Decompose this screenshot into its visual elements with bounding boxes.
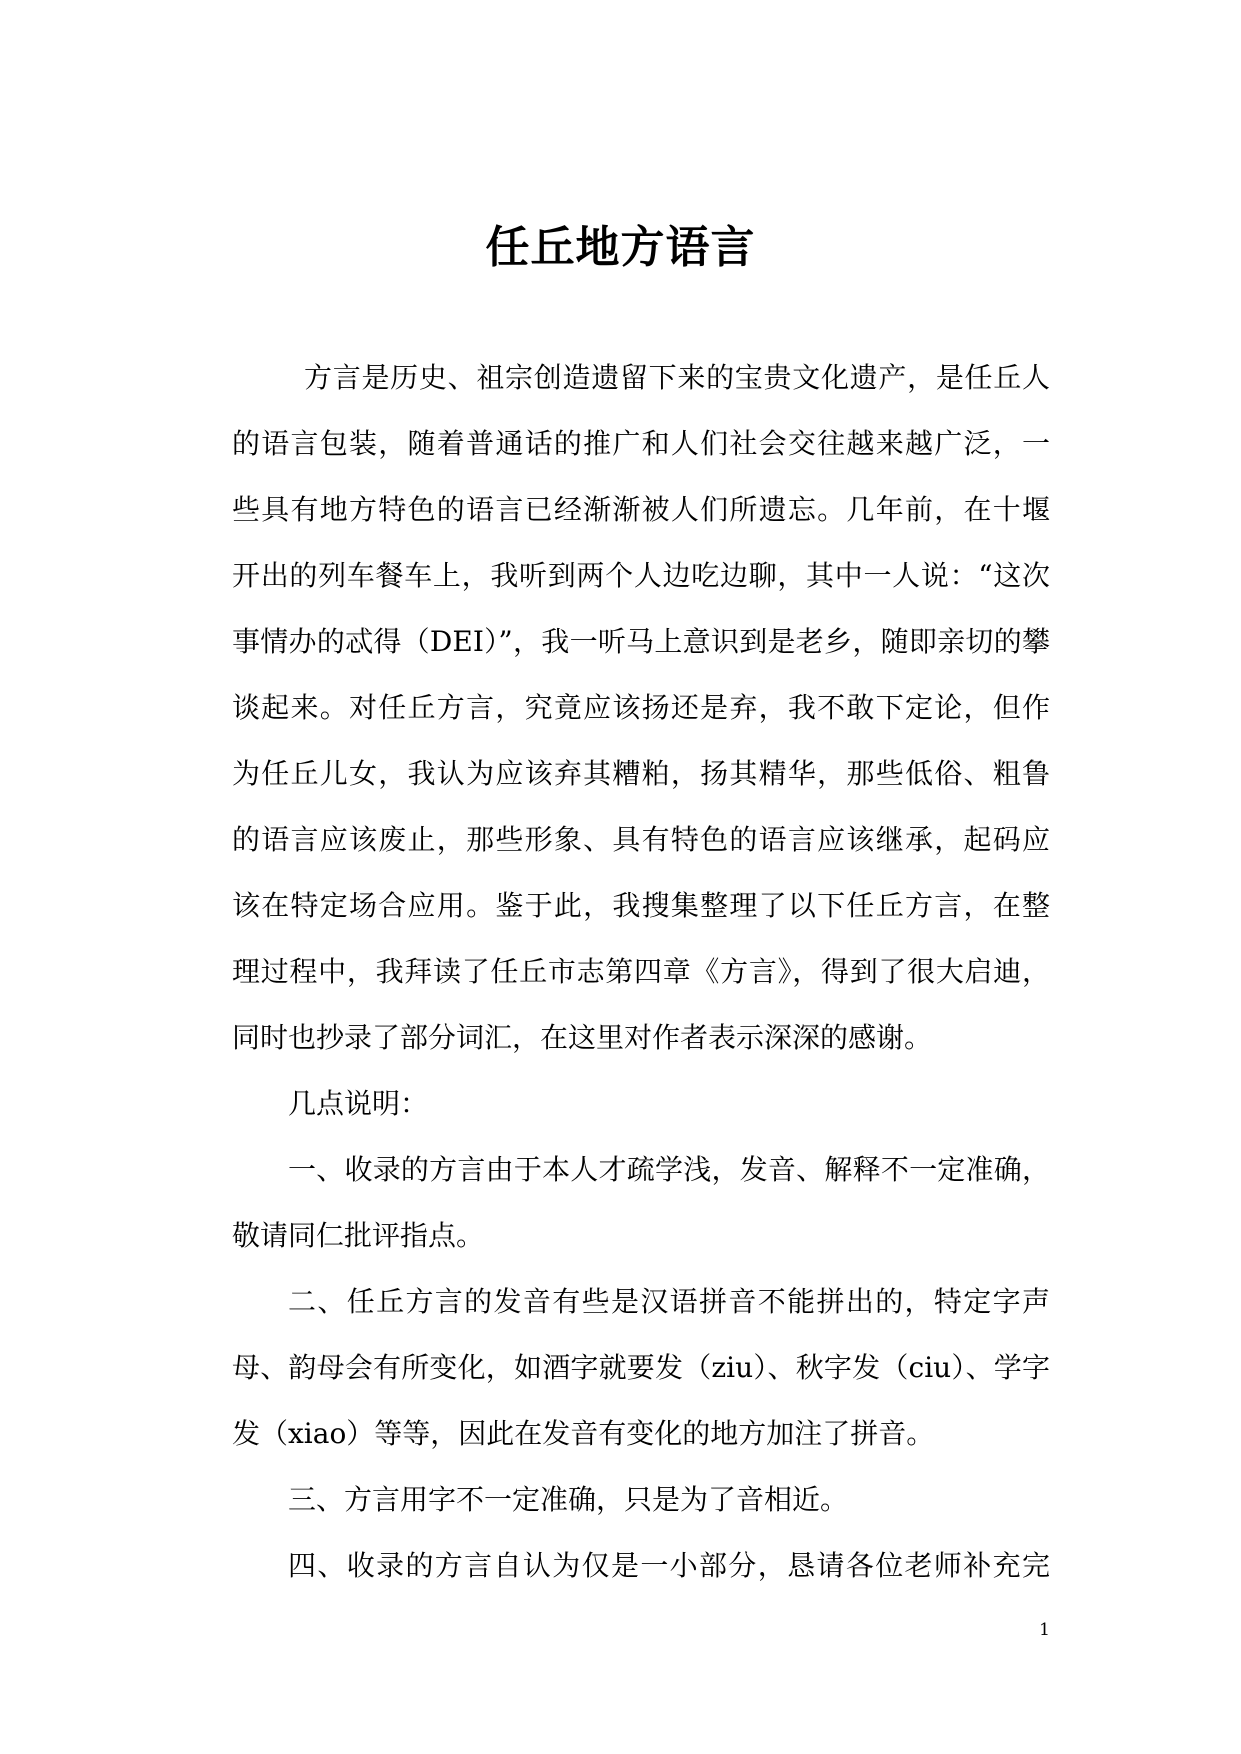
note-2-line-1: 二、任丘方言的发音有些是汉语拼音不能拼出的，特定字声 — [288, 1285, 1050, 1318]
note-4-line-1: 四、收录的方言自认为仅是一小部分，恳请各位老师补充完 — [288, 1549, 1050, 1582]
note-1-line-2: 敬请同仁批评指点。 — [232, 1219, 485, 1252]
body-line-10: 理过程中，我拜读了任丘市志第四章《方言》，得到了很大启迪， — [232, 955, 1050, 988]
body-line-2: 的语言包装，随着普通话的推广和人们社会交往越来越广泛，一 — [232, 427, 1050, 460]
body-line-7: 为任丘儿女，我认为应该弃其糟粕，扬其精华，那些低俗、粗鲁 — [232, 757, 1050, 790]
body-line-5: 事情办的忒得（DEI）”，我一听马上意识到是老乡，随即亲切的攀 — [232, 625, 1050, 658]
note-2-line-2: 母、韵母会有所变化，如酒字就要发（ziu）、秋字发（ciu）、学字 — [232, 1351, 1050, 1384]
notes-heading: 几点说明： — [288, 1087, 429, 1120]
document-title: 任丘地方语言 — [485, 222, 756, 273]
note-3-line-1: 三、方言用字不一定准确，只是为了音相近。 — [288, 1483, 849, 1516]
body-line-1: 方言是历史、祖宗创造遗留下来的宝贵文化遗产，是任丘人 — [304, 361, 1050, 394]
body-line-11: 同时也抄录了部分词汇，在这里对作者表示深深的感谢。 — [232, 1021, 933, 1054]
note-1-line-1: 一、收录的方言由于本人才疏学浅，发音、解释不一定准确， — [288, 1153, 1050, 1186]
body-line-4: 开出的列车餐车上，我听到两个人边吃边聊，其中一人说：“这次 — [232, 559, 1050, 592]
page-number: 1 — [1039, 1620, 1050, 1640]
body-line-6: 谈起来。对任丘方言，究竟应该扬还是弃，我不敢下定论，但作 — [232, 691, 1050, 724]
body-line-9: 该在特定场合应用。鉴于此，我搜集整理了以下任丘方言，在整 — [232, 889, 1050, 922]
body-line-3: 些具有地方特色的语言已经渐渐被人们所遗忘。几年前，在十堰 — [232, 493, 1050, 526]
note-2-line-3: 发（xiao）等等，因此在发音有变化的地方加注了拼音。 — [232, 1417, 935, 1450]
body-line-8: 的语言应该废止，那些形象、具有特色的语言应该继承，起码应 — [232, 823, 1050, 856]
